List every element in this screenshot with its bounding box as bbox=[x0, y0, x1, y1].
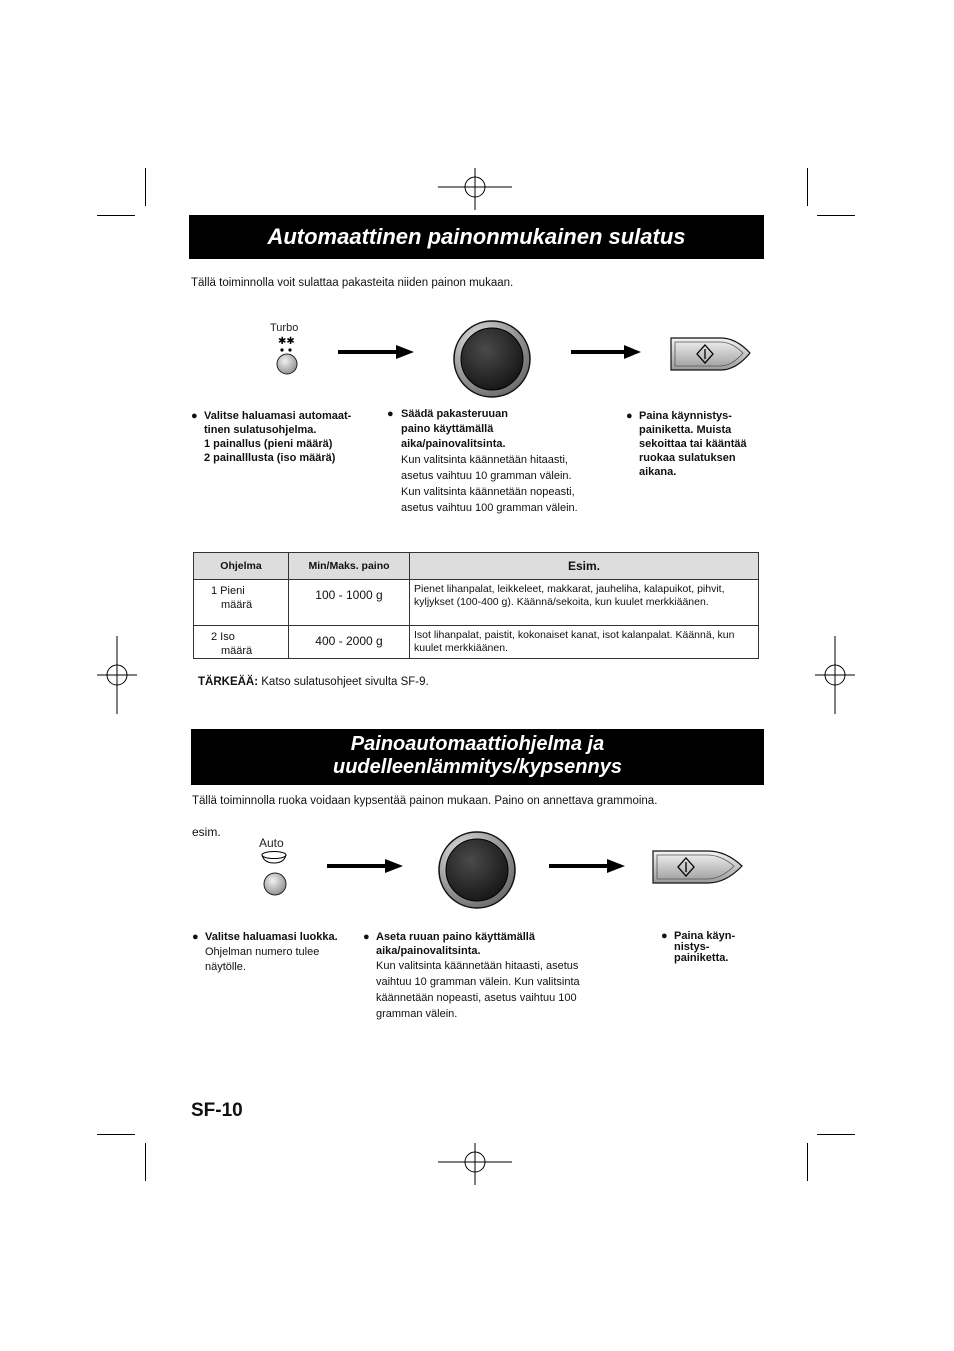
section2-intro: Tällä toiminnolla ruoka voidaan kypsentää painon mukaan. Paino on annettava grammoina. bbox=[192, 795, 658, 807]
crop-mark bbox=[97, 1134, 135, 1135]
defrost-snowflake-icon bbox=[276, 335, 300, 355]
section2-step3: ● Paina käyn- nistys- painiketta. bbox=[661, 930, 736, 964]
section2-step1: ● Valitse haluamasi luokka. Ohjelman numero tulee näytölle. bbox=[192, 931, 338, 973]
table-cell-example: Isot lihanpalat, paistit, kokonaiset kanat, isot kalanpalat. Käännä, kun kuulet merkkiäänen. bbox=[410, 626, 759, 659]
auto-label: Auto bbox=[259, 836, 284, 850]
section1-step2: ● Säädä pakasteruuan paino käyttämällä aika/painovalitsinta. Kun valitsinta käännetään hitaasti, asetus vaihtuu 10 gramman välein. Kun valitsinta käännetään nopeasti, asetus vaihtuu 100 gramman välein. bbox=[387, 408, 578, 514]
table-header: Esim. bbox=[410, 553, 759, 580]
auto-button[interactable] bbox=[263, 872, 287, 896]
crop-mark bbox=[817, 215, 855, 216]
section1-intro: Tällä toiminnolla voit sulattaa pakasteita niiden painon mukaan. bbox=[191, 277, 514, 289]
crop-mark bbox=[817, 1134, 855, 1135]
table-header: Ohjelma bbox=[194, 553, 289, 580]
table-row bbox=[194, 580, 759, 626]
bullet-icon: ● bbox=[387, 408, 394, 420]
bullet-icon: ● bbox=[626, 410, 633, 422]
turbo-label: Turbo bbox=[270, 322, 299, 334]
turbo-button[interactable] bbox=[276, 353, 298, 375]
svg-text:✱✱: ✱✱ bbox=[278, 336, 295, 347]
table-row bbox=[194, 626, 759, 659]
crop-mark bbox=[145, 1143, 146, 1181]
bullet-icon: ● bbox=[192, 931, 199, 943]
arrow-right-icon bbox=[327, 858, 405, 874]
crop-mark bbox=[807, 168, 808, 206]
bullet-icon: ● bbox=[191, 410, 198, 422]
section1-title: Automaattinen painonmukainen sulatus bbox=[189, 215, 764, 259]
page-number: SF-10 bbox=[191, 1100, 243, 1121]
time-weight-dial[interactable] bbox=[437, 830, 517, 910]
section1-step3: ● Paina käynnistys- painiketta. Muista sekoittaa tai kääntää ruokaa sulatuksen aikana. bbox=[626, 410, 747, 478]
esim-label: esim. bbox=[192, 825, 221, 839]
registration-mark-bottom bbox=[436, 1143, 514, 1185]
start-button[interactable] bbox=[648, 848, 746, 888]
registration-mark-right bbox=[815, 636, 855, 714]
table-cell-range: 400 - 2000 g bbox=[289, 626, 410, 659]
defrost-program-table bbox=[193, 552, 759, 659]
table-cell-example: Pienet lihanpalat, leikkeleet, makkarat, jauheliha, kalapuikot, pihvit, kyljykset (100-400 g). Käännä/sekoita, kun kuulet merkkiäänen. bbox=[410, 580, 759, 626]
section2-step2: ● Aseta ruuan paino käyttämällä aika/painovalitsinta. Kun valitsinta käännetään hitaasti, asetus vaihtuu 10 gramman välein. Kun valitsinta käännetään nopeasti, asetus vaihtuu 100 gramman välein. bbox=[363, 931, 580, 1020]
bullet-icon: ● bbox=[661, 930, 668, 942]
table-cell-program: 1 Pieni määrä bbox=[194, 580, 289, 626]
important-note: TÄRKEÄÄ: Katso sulatusohjeet sivulta SF-9. bbox=[198, 676, 429, 688]
registration-mark-top bbox=[436, 168, 514, 210]
start-button[interactable] bbox=[666, 335, 754, 375]
section1-step1: ● Valitse haluamasi automaat- tinen sulatusohjelma. 1 painallus (pieni määrä) 2 painalllusta (iso määrä) bbox=[191, 410, 352, 464]
table-cell-range: 100 - 1000 g bbox=[289, 580, 410, 626]
crop-mark bbox=[807, 1143, 808, 1181]
time-weight-dial[interactable] bbox=[452, 319, 532, 399]
table-header-row bbox=[194, 553, 759, 580]
crop-mark bbox=[145, 168, 146, 206]
registration-mark-left bbox=[97, 636, 137, 714]
section2-title: Painoautomaattiohjelma ja uudelleenlämmitys/kypsennys bbox=[191, 729, 764, 785]
bowl-icon bbox=[260, 850, 288, 864]
arrow-right-icon bbox=[338, 344, 416, 360]
crop-mark bbox=[97, 215, 135, 216]
bullet-icon: ● bbox=[363, 931, 370, 943]
arrow-right-icon bbox=[571, 344, 643, 360]
table-header: Min/Maks. paino bbox=[289, 553, 410, 580]
table-cell-program: 2 Iso määrä bbox=[194, 626, 289, 659]
arrow-right-icon bbox=[549, 858, 627, 874]
